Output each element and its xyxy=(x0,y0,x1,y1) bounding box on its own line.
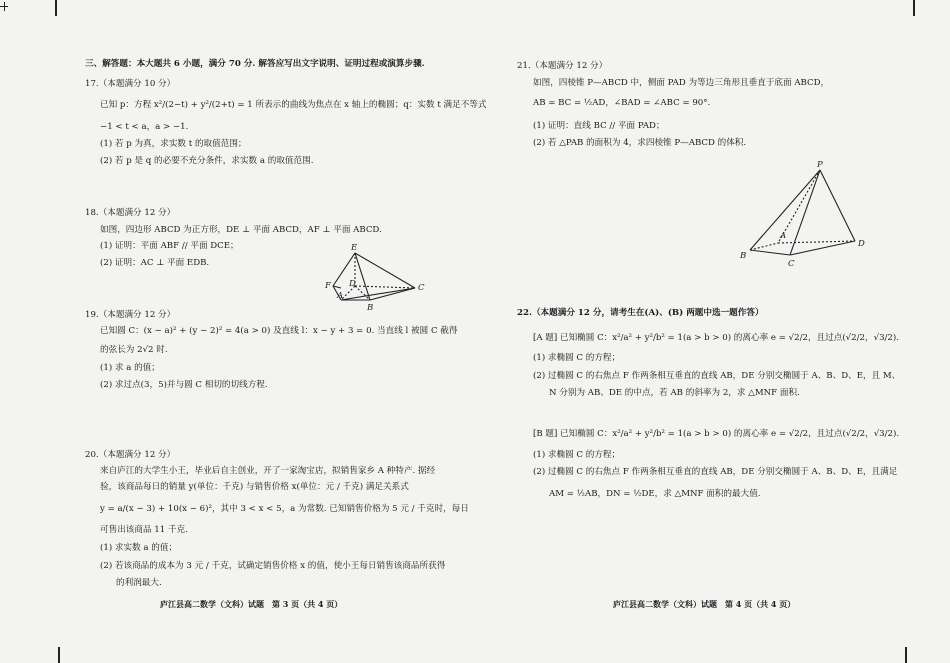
question-part: (1) 证明：直线 BC // 平面 PAD； xyxy=(533,121,665,131)
question-part: (2) 证明：AC ⊥ 平面 EDB. xyxy=(100,258,210,268)
edge xyxy=(750,250,790,255)
question-heading: 22.（本题满分 12 分，请考生在(A)、(B) 两题中选一题作答） xyxy=(517,308,764,318)
question-heading: 20.（本题满分 12 分） xyxy=(85,450,176,460)
question-part: (1) 求椭圆 C 的方程； xyxy=(533,353,621,363)
question-text: y = a/(x − 3) + 10(x − 6)²，其中 3 < x < 5，a 为常数. 已知销售价格为 5 元 / 千克时，每日 xyxy=(100,504,469,514)
vertex-label-a: A xyxy=(780,231,787,241)
vertex-label-a: A xyxy=(337,291,344,301)
edge xyxy=(820,170,855,241)
question-part: AM = ½AB，DN = ½DE，求 △MNF 面积的最大值. xyxy=(549,489,761,499)
vertex-label-d: D xyxy=(349,279,356,289)
hidden-edge xyxy=(778,241,855,243)
question-text: AB = BC = ½AD，∠BAD = ∠ABC = 90°. xyxy=(533,98,711,108)
exam-page-4 xyxy=(475,0,950,663)
question-part: (1) 求椭圆 C 的方程； xyxy=(533,450,621,460)
question-heading: 17.（本题满分 10 分） xyxy=(85,79,176,89)
question-part: (2) 若 △PAB 的面积为 4，求四棱锥 P—ABCD 的体积. xyxy=(533,138,747,148)
question-part: (1) 求实数 a 的值； xyxy=(100,543,178,553)
question-text: 来自庐江的大学生小王，毕业后自主创业，开了一家淘宝店，拟销售家乡 A 种特产. 据经 xyxy=(100,466,436,476)
figure-polyhedron-abcdef xyxy=(325,240,430,313)
vertex-label-p: P xyxy=(817,160,823,170)
question-text: [B 题] 已知椭圆 C：x²/a² + y²/b² = 1(a > b > 0) 的离心率 e = √2/2，且过点(√2/2，√3/2). xyxy=(533,429,900,439)
question-text: 如图，四边形 ABCD 为正方形，DE ⊥ 平面 ABCD，AF ⊥ 平面 ABCD. xyxy=(100,225,382,235)
edge xyxy=(790,241,855,255)
question-text: 如图，四棱锥 P—ABCD 中，侧面 PAD 为等边三角形且垂直于底面 ABCD， xyxy=(533,78,830,88)
question-text: −1 < t < a，a > −1. xyxy=(100,122,189,132)
question-text: 验，该商品每日的销量 y(单位：千克) 与销售价格 x(单位：元 / 千克) 满足关系式 xyxy=(100,482,409,492)
question-text: [A 题] 已知椭圆 C：x²/a² + y²/b² = 1(a > b > 0) 的离心率 e = √2/2，且过点(√2/2，√3/2). xyxy=(533,333,899,343)
question-part: (2) 求过点(3，5)并与圆 C 相切的切线方程. xyxy=(100,380,268,390)
section-header: 三、解答题：本大题共 6 小题，满分 70 分. 解答应写出文字说明、证明过程或演算步骤. xyxy=(85,59,425,69)
question-part: (2) 过椭圆 C 的右焦点 F 作两条相互垂直的直线 AB，DE 分别交椭圆于 A、B、D、E，且 M、 xyxy=(533,371,901,381)
hidden-edge xyxy=(750,243,778,250)
vertex-label-c: C xyxy=(788,259,795,269)
question-part: (1) 求 a 的值； xyxy=(100,363,160,373)
question-part: N 分别为 AB、DE 的中点，若 AB 的斜率为 2，求 △MNF 面积. xyxy=(549,388,800,398)
question-text: 的弦长为 2√2 时. xyxy=(100,345,168,355)
vertex-label-e: E xyxy=(351,243,358,253)
vertex-label-f: F xyxy=(325,281,331,291)
vertex-label-b: B xyxy=(367,303,374,313)
question-text: 已知圆 C：(x − a)² + (y − 2)² = 4(a > 0) 及直线 l：x − y + 3 = 0. 当直线 l 被圆 C 截得 xyxy=(100,326,458,336)
question-heading: 18.（本题满分 12 分） xyxy=(85,208,176,218)
figure-pyramid-pabcd xyxy=(740,158,875,268)
question-text: 已知 p：方程 x²/(2−t) + y²/(2+t) = 1 所表示的曲线为焦点在 x 轴上的椭圆；q：实数 t 满足不等式 xyxy=(100,100,487,110)
vertex-label-c: C xyxy=(418,283,425,293)
question-part: (1) 若 p 为真，求实数 t 的取值范围； xyxy=(100,139,247,149)
question-text: 可售出该商品 11 千克. xyxy=(100,525,188,535)
vertex-label-d: D xyxy=(858,239,865,249)
vertex-label-b: B xyxy=(740,251,747,261)
question-heading: 21.（本题满分 12 分） xyxy=(517,61,608,71)
question-part: (2) 若该商品的成本为 3 元 / 千克，试确定销售价格 x 的值，使小王每日销售该商品所获得 xyxy=(100,561,446,571)
question-heading: 19.（本题满分 12 分） xyxy=(85,310,176,320)
question-part: (2) 过椭圆 C 的右焦点 F 作两条相互垂直的直线 AB，DE 分别交椭圆于 A、B、D、E，且满足 xyxy=(533,467,898,477)
hidden-edge xyxy=(355,286,415,288)
page-footer: 庐江县高二数学（文科）试题 第 4 页（共 4 页） xyxy=(613,599,796,609)
question-part: (2) 若 p 是 q 的必要不充分条件，求实数 a 的取值范围. xyxy=(100,156,314,166)
question-part: (1) 证明：平面 ABF // 平面 DCE； xyxy=(100,241,239,251)
page-footer: 庐江县高二数学（文科）试题 第 3 页（共 4 页） xyxy=(160,599,343,609)
question-part: 的利润最大. xyxy=(116,578,162,588)
